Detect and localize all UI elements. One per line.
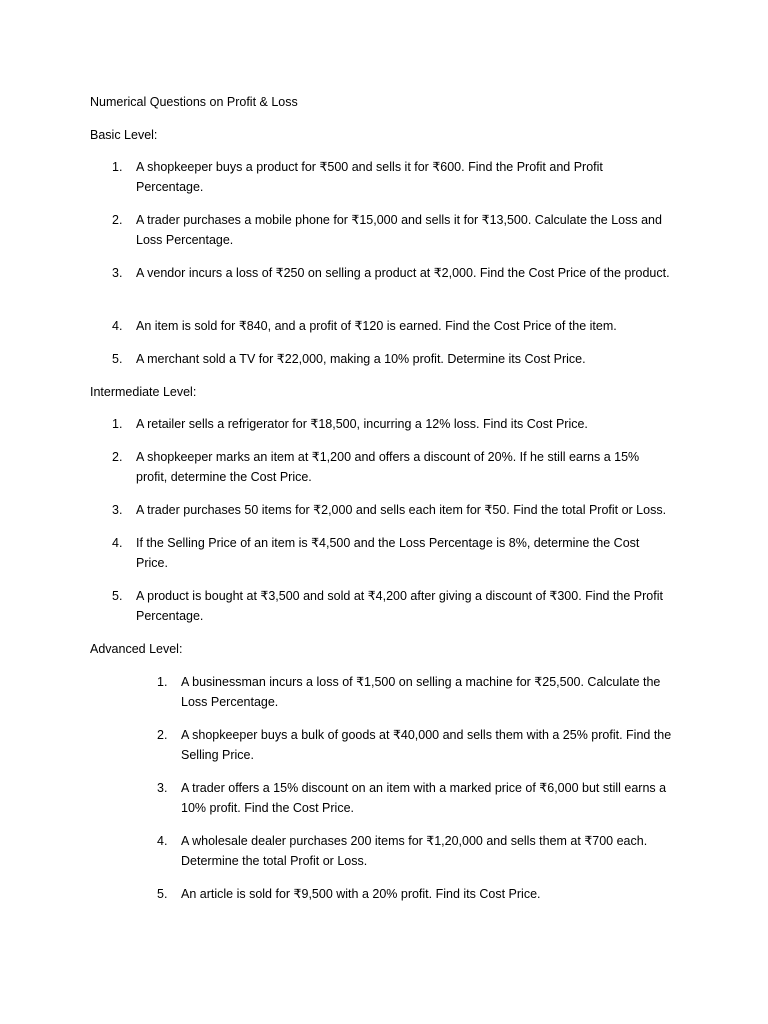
question-number: 3.: [112, 266, 123, 280]
question-number: 4.: [112, 536, 123, 550]
question-text: A shopkeeper buys a bulk of goods at ₹40,000 and sells them with a 25% profit. Find the Selling Price.: [181, 728, 672, 762]
question-text: A vendor incurs a loss of ₹250 on selling a product at ₹2,000. Find the Cost Price of the product.: [136, 266, 670, 280]
question-number: 1.: [157, 675, 168, 689]
question-text: A retailer sells a refrigerator for ₹18,500, incurring a 12% loss. Find its Cost Price.: [136, 417, 588, 431]
question-number: 5.: [157, 887, 168, 901]
section-heading-basic: Basic Level:: [90, 128, 158, 142]
question-text: A trader purchases a mobile phone for ₹15,000 and sells it for ₹13,500. Calculate the Loss and Loss Percentage.: [136, 213, 662, 247]
section-heading-intermediate: Intermediate Level:: [90, 385, 197, 399]
question-number: 5.: [112, 589, 123, 603]
question-text: A shopkeeper buys a product for ₹500 and sells it for ₹600. Find the Profit and Profit Percentage.: [136, 160, 603, 194]
question-number: 5.: [112, 352, 123, 366]
question-text: If the Selling Price of an item is ₹4,500 and the Loss Percentage is 8%, determine the Cost Price.: [136, 536, 640, 570]
question-number: 1.: [112, 417, 123, 431]
question-text: An item is sold for ₹840, and a profit of ₹120 is earned. Find the Cost Price of the item.: [136, 319, 617, 333]
question-number: 2.: [157, 728, 168, 742]
question-number: 1.: [112, 160, 123, 174]
question-text: A trader purchases 50 items for ₹2,000 and sells each item for ₹50. Find the total Profit or Loss.: [136, 503, 667, 517]
question-text: A trader offers a 15% discount on an item with a marked price of ₹6,000 but still earns a 10% profit. Find the Cost Price.: [181, 781, 667, 815]
question-text: A merchant sold a TV for ₹22,000, making a 10% profit. Determine its Cost Price.: [136, 352, 586, 366]
question-number: 2.: [112, 450, 123, 464]
question-text: A businessman incurs a loss of ₹1,500 on selling a machine for ₹25,500. Calculate the Loss Percentage.: [181, 675, 661, 709]
question-text: An article is sold for ₹9,500 with a 20% profit. Find its Cost Price.: [181, 887, 541, 901]
question-text: A product is bought at ₹3,500 and sold at ₹4,200 after giving a discount of ₹300. Find the Profit Percentage.: [136, 589, 663, 623]
document-title: Numerical Questions on Profit & Loss: [90, 95, 298, 109]
question-number: 3.: [112, 503, 123, 517]
question-number: 4.: [157, 834, 168, 848]
question-number: 2.: [112, 213, 123, 227]
question-text: A wholesale dealer purchases 200 items for ₹1,20,000 and sells them at ₹700 each. Determine the total Profit or Loss.: [181, 834, 648, 868]
question-number: 3.: [157, 781, 168, 795]
section-heading-advanced: Advanced Level:: [90, 642, 183, 656]
question-number: 4.: [112, 319, 123, 333]
question-text: A shopkeeper marks an item at ₹1,200 and offers a discount of 20%. If he still earns a 15% profit, determine the Cost Price.: [136, 450, 640, 484]
